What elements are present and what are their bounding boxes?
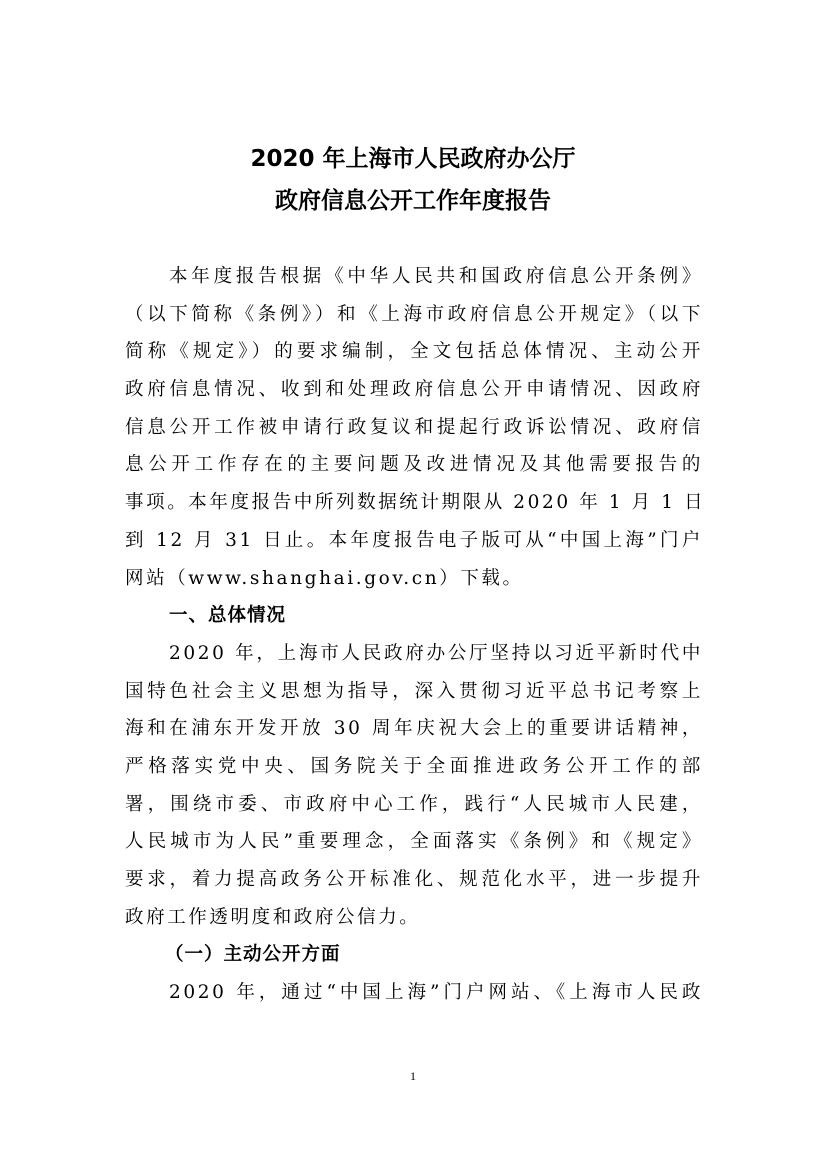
paragraph-line: 网站（www.shanghai.gov.cn）下载。	[125, 567, 524, 589]
section-heading-overview: 一、总体情况	[169, 605, 287, 627]
paragraph-line: 息公开工作存在的主要问题及改进情况及其他需要报告的	[125, 454, 703, 476]
paragraph-line: 要求，着力提高政务公开标准化、规范化水平，进一步提升	[125, 869, 703, 890]
paragraph-line: 人民城市为人民”重要理念，全面落实《条例》和《规定》	[125, 831, 703, 853]
paragraph-line: 事项。本年度报告中所列数据统计期限从 2020 年 1 月 1 日	[125, 492, 706, 514]
report-body	[125, 258, 706, 1012]
paragraph-line: 到 12 月 31 日止。本年度报告电子版可从“中国上海”门户	[125, 529, 703, 551]
paragraph-line: 政府工作透明度和政府公信力。	[125, 906, 421, 928]
paragraph-line: 2020 年，上海市人民政府办公厅坚持以习近平新时代中	[169, 642, 703, 664]
paragraph-line: 严格落实党中央、国务院关于全面推进政务公开工作的部	[125, 755, 703, 777]
report-title-line-1: 2020 年上海市人民政府办公厅	[250, 146, 576, 172]
paragraph-line: （以下简称《条例》）和《上海市政府信息公开规定》（以下	[125, 303, 703, 325]
page-number: 1	[410, 1069, 416, 1083]
report-title-line-2: 政府信息公开工作年度报告	[275, 188, 551, 214]
paragraph-line: 信息公开工作被申请行政复议和提起行政诉讼情况、政府信	[125, 416, 703, 438]
paragraph-line: 政府信息情况、收到和处理政府信息公开申请情况、因政府	[125, 379, 703, 401]
paragraph-line: 署，围绕市委、市政府中心工作，践行“人民城市人民建，	[125, 793, 703, 815]
paragraph-line: 国特色社会主义思想为指导，深入贯彻习近平总书记考察上	[125, 680, 703, 702]
paragraph-line: 简称《规定》）的要求编制，全文包括总体情况、主动公开	[125, 341, 703, 363]
paragraph-line: 本年度报告根据《中华人民共和国政府信息公开条例》	[169, 266, 703, 287]
paragraph-line: 2020 年，通过“中国上海”门户网站、《上海市人民政	[169, 982, 703, 1004]
subsection-heading-active-disclosure: （一）主动公开方面	[165, 944, 341, 966]
paragraph-line: 海和在浦东开发开放 30 周年庆祝大会上的重要讲话精神，	[125, 718, 703, 740]
